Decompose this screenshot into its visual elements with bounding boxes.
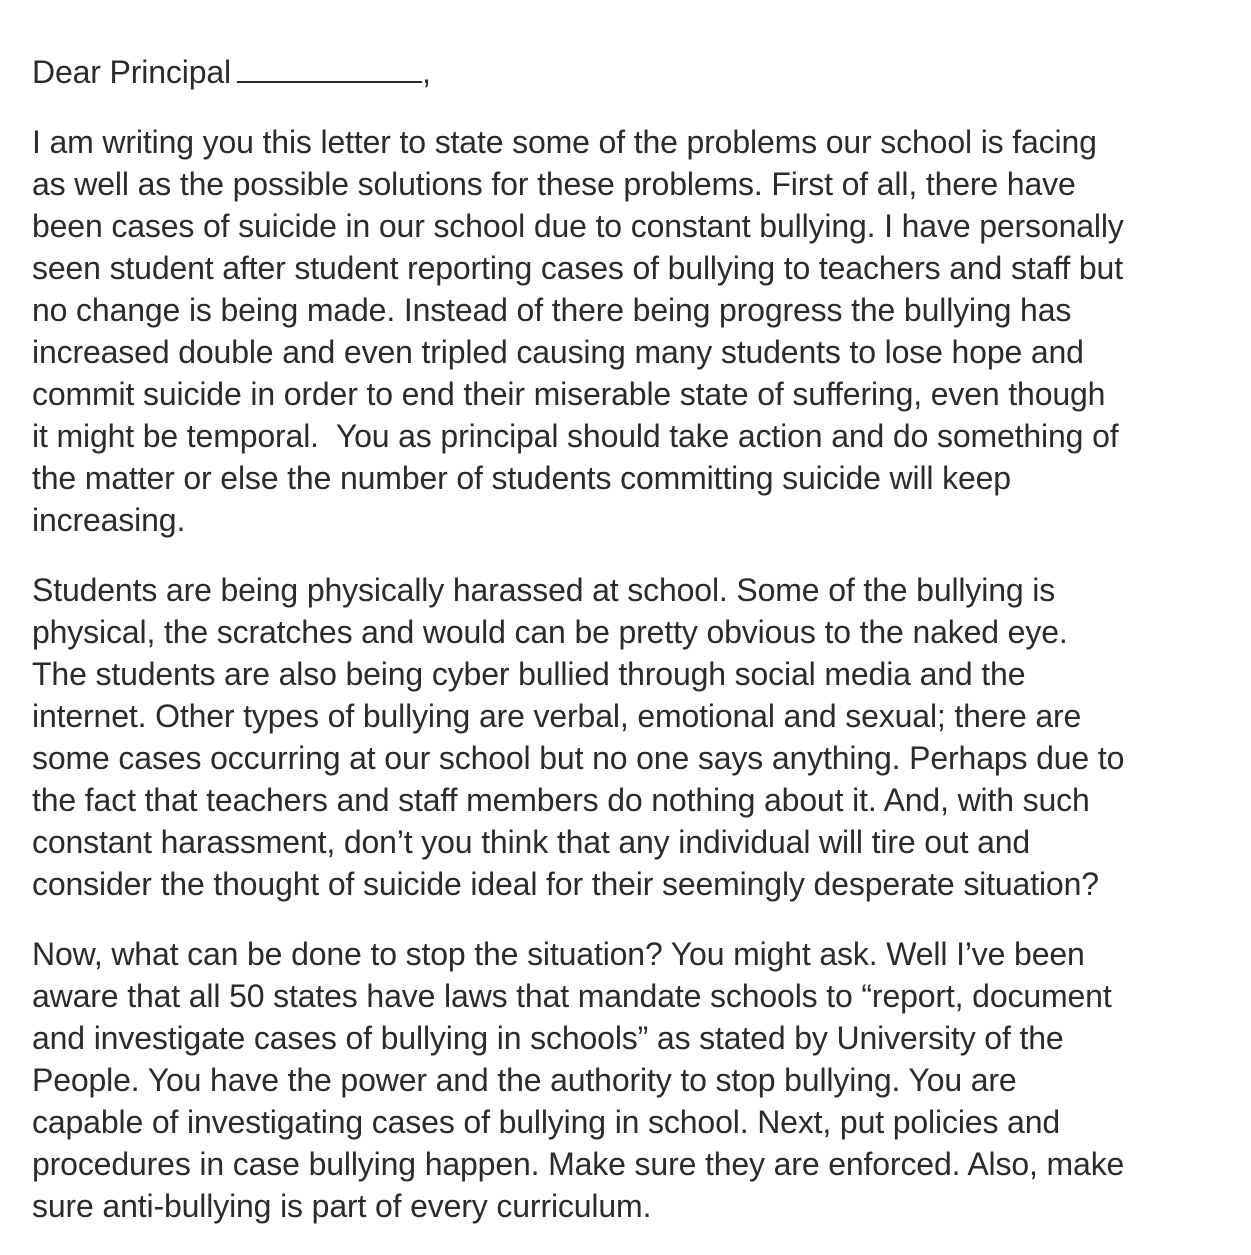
text-line: been cases of suicide in our school due to constant bullying. I have personally [32,208,1124,244]
paragraph-solutions [32,933,1224,1227]
paragraph-problem-suicide [32,121,1224,541]
text-line: The students are also being cyber bullied through social media and the [32,656,1026,692]
text-line: the matter or else the number of students committing suicide will keep [32,460,1011,496]
text-line: I am writing you this letter to state some of the problems our school is facing [32,124,1097,160]
salutation [32,51,1224,93]
text-line: the fact that teachers and staff members do nothing about it. And, with such [32,782,1090,818]
text-line: commit suicide in order to end their miserable state of suffering, even though [32,376,1106,412]
salutation-prefix: Dear Principal [32,54,231,90]
text-line: and investigate cases of bullying in schools” as stated by University of the [32,1020,1064,1056]
text-line: it might be temporal. You as principal should take action and do something of [32,418,1119,454]
text-line: consider the thought of suicide ideal for their seemingly desperate situation? [32,866,1099,902]
text-line: constant harassment, don’t you think that any individual will tire out and [32,824,1031,860]
principal-name-blank [237,51,422,83]
text-line: procedures in case bullying happen. Make sure they are enforced. Also, make [32,1146,1125,1182]
text-line: sure anti-bullying is part of every curriculum. [32,1188,652,1224]
salutation-comma: , [422,54,431,90]
text-line: physical, the scratches and would can be pretty obvious to the naked eye. [32,614,1068,650]
text-line: increased double and even tripled causing many students to lose hope and [32,334,1084,370]
text-line: Students are being physically harassed at school. Some of the bullying is [32,572,1056,608]
letter-document [32,51,1224,1255]
paragraph-types-of-bullying [32,569,1224,905]
text-line: seen student after student reporting cases of bullying to teachers and staff but [32,250,1123,286]
text-line: as well as the possible solutions for these problems. First of all, there have [32,166,1076,202]
text-line: Now, what can be done to stop the situation? You might ask. Well I’ve been [32,936,1085,972]
text-line: People. You have the power and the authority to stop bullying. You are [32,1062,1017,1098]
text-line: internet. Other types of bullying are verbal, emotional and sexual; there are [32,698,1082,734]
text-line: no change is being made. Instead of there being progress the bullying has [32,292,1072,328]
text-line: increasing. [32,502,186,538]
text-line: capable of investigating cases of bullying in school. Next, put policies and [32,1104,1061,1140]
text-line: some cases occurring at our school but no one says anything. Perhaps due to [32,740,1125,776]
text-line: aware that all 50 states have laws that mandate schools to “report, document [32,978,1112,1014]
